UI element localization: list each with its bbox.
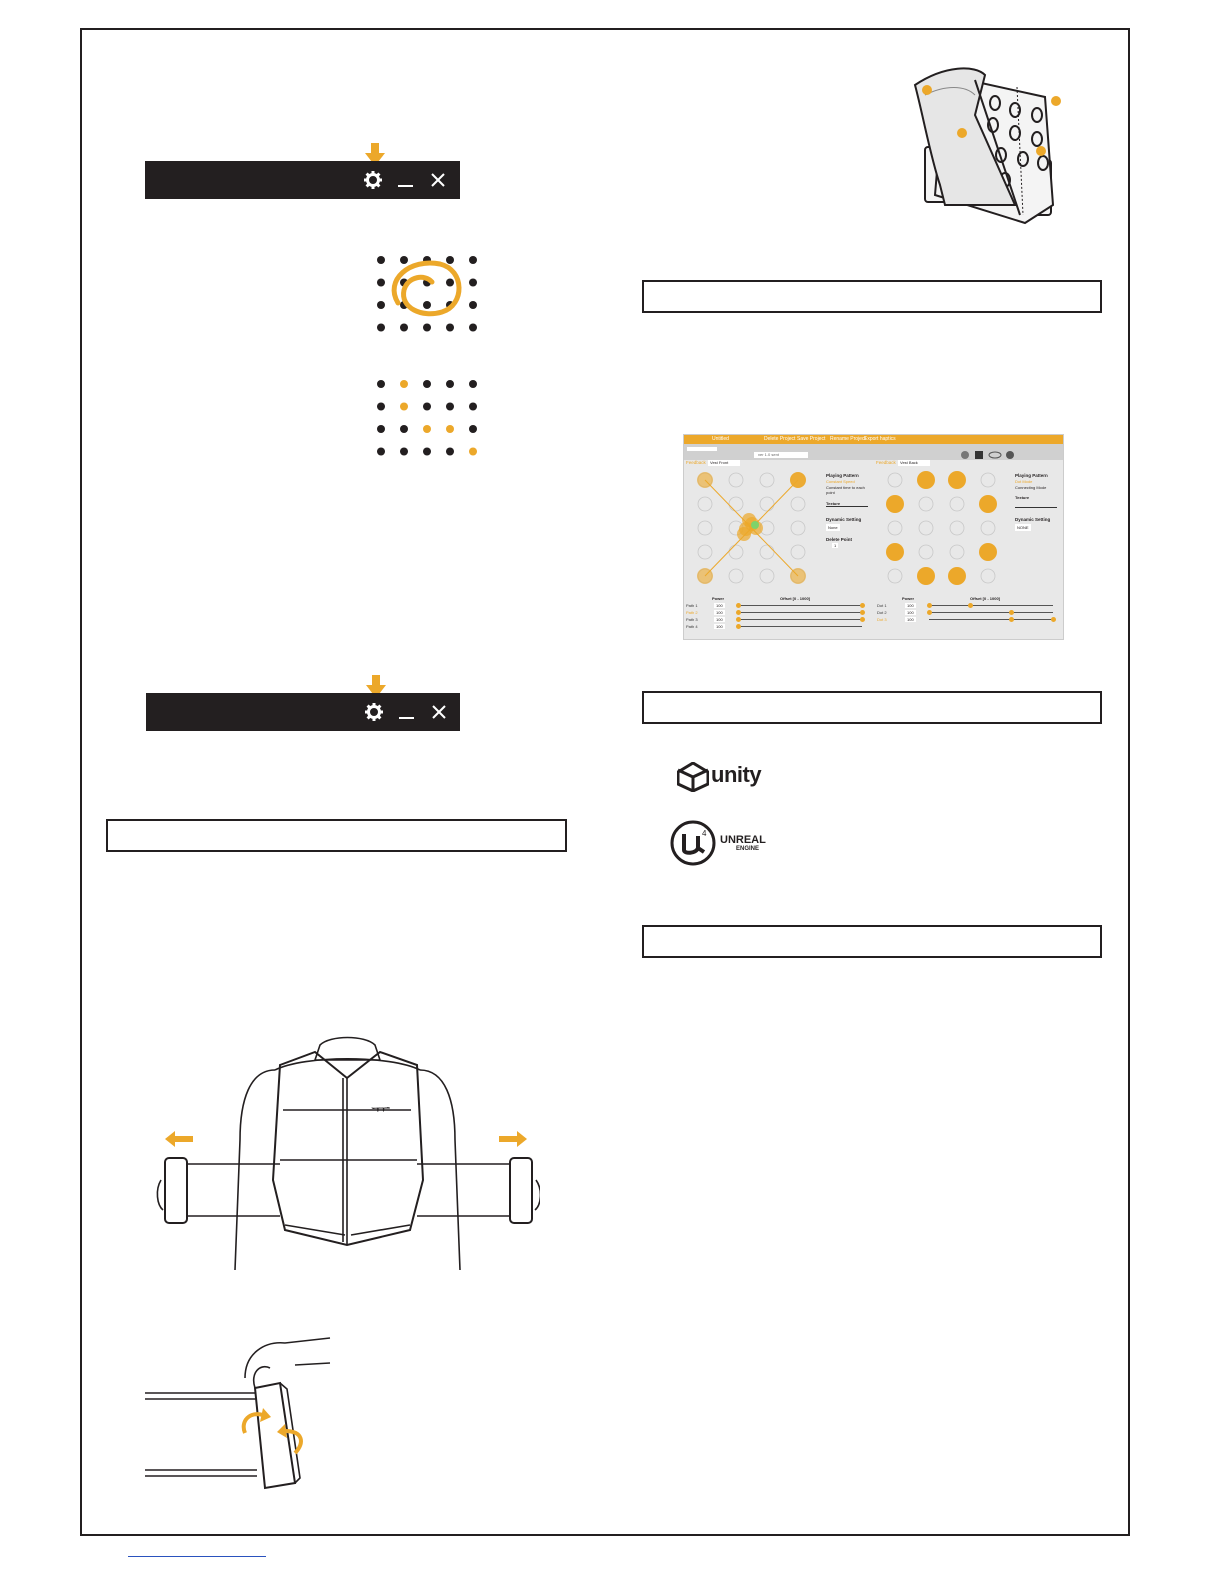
motor-dot[interactable] [979,543,997,561]
slider-knob[interactable] [736,624,741,629]
pattern-dot [400,425,408,433]
pattern-dot [469,256,477,264]
pattern-dot [377,256,385,264]
playing-pattern-title: Playing Pattern [826,473,859,478]
pattern-dot [446,380,454,388]
texture-label: Texture [826,501,841,506]
motor-dot[interactable] [950,497,964,511]
pattern-dot [377,380,385,388]
dynamic-setting-select[interactable]: NONE [1017,525,1029,530]
slider-knob[interactable] [736,617,741,622]
path-point[interactable] [697,472,713,488]
motor-dot[interactable] [919,521,933,535]
path-row-label: Dot 1 [877,603,887,608]
pattern-dot [423,403,431,411]
pattern-dot [377,448,385,456]
pattern-dot [400,324,408,332]
pattern-dot [469,380,477,388]
texture-label: Texture [1015,495,1030,500]
power-value[interactable]: 100 [907,610,914,615]
motor-dot[interactable] [981,521,995,535]
pattern-dot [446,425,454,433]
slider-knob[interactable] [1009,610,1014,615]
slider-knob[interactable] [860,603,865,608]
svg-text:ᅲ: ᅲ [371,1097,391,1121]
motor-dot[interactable] [886,543,904,561]
motor-dot[interactable] [950,521,964,535]
motor-dot[interactable] [979,495,997,513]
path-row-label: Path 2 [686,610,698,615]
menu-save-project[interactable]: Save Project [797,436,826,442]
dynamic-setting-select[interactable]: None [828,525,838,530]
haptic-editor-screenshot [683,434,1064,640]
motor-dot[interactable] [791,521,805,535]
minimize-icon[interactable] [399,717,414,719]
offset-column-header: Offset [0 - 1000] [780,596,811,601]
pattern-dot [469,448,477,456]
window-title-bar [145,161,460,199]
left-dot-grid[interactable] [689,468,814,588]
pattern-dot [377,324,385,332]
pattern-dot [469,279,477,287]
motor-dot[interactable] [729,497,743,511]
motor-dot[interactable] [760,497,774,511]
close-icon[interactable] [431,173,445,187]
unreal-wordmark-line1: UNREAL [720,834,766,846]
arrow-left-icon [165,1131,193,1147]
power-value[interactable]: 100 [716,617,723,622]
slider-knob[interactable] [736,610,741,615]
path-row-label: Path 4 [686,624,698,629]
dot-mode-pattern [370,374,485,459]
power-column-header: Power [712,596,725,601]
motor-dot[interactable] [698,497,712,511]
option-constant-speed[interactable]: Constant Speed [826,479,855,484]
path-row-label: Path 1 [686,603,698,608]
motor-dot[interactable] [948,471,966,489]
unreal-engine-logo [664,812,774,876]
pattern-dot [469,425,477,433]
option-constant-time[interactable]: Constant time to each point [826,485,865,495]
pattern-dot [423,380,431,388]
motor-dot[interactable] [729,545,743,559]
pattern-dot [446,256,454,264]
cursor-point[interactable] [751,521,759,529]
path-row-label: Dot 3 [877,617,887,622]
motor-dot[interactable] [917,471,935,489]
minimize-icon[interactable] [398,185,413,187]
pattern-dot [469,403,477,411]
path-point[interactable] [790,568,806,584]
delete-point-label: Delete Point [826,537,853,542]
option-connecting-mode[interactable]: Connecting Mode [1015,485,1047,490]
motor-dot[interactable] [888,521,902,535]
motor-dot[interactable] [698,521,712,535]
dynamic-setting-label: Dynamic Setting [1015,517,1051,522]
motor-dot[interactable] [981,473,995,487]
page-frame [80,28,1130,1536]
motor-dot[interactable] [729,473,743,487]
pattern-dot [400,448,408,456]
vest-wearer-illustration [155,1030,540,1275]
power-value[interactable]: 100 [907,617,914,622]
tab-feedback-left[interactable]: Feedback [686,460,706,465]
unreal-version-badge: 4 [702,829,707,838]
motor-dot[interactable] [729,569,743,583]
pattern-dot [377,279,385,287]
pattern-dot [446,403,454,411]
texture-slider[interactable] [826,506,868,507]
pattern-dot [446,448,454,456]
playing-pattern-title: Playing Pattern [1015,473,1048,478]
device-select-right[interactable]: Vest Back [898,460,930,466]
pattern-dot [377,425,385,433]
pattern-dot [423,448,431,456]
pattern-dot [377,403,385,411]
section-header-box [642,691,1102,724]
unity-logo [641,740,791,812]
offset-slider[interactable] [738,619,862,620]
vest-back-panel-illustration [905,55,1070,230]
tab-feedback-right[interactable]: Feedback [876,460,896,465]
motor-dot[interactable] [919,497,933,511]
power-value[interactable]: 100 [716,624,723,629]
section-header-box [642,925,1102,958]
motor-dot[interactable] [760,473,774,487]
toolbar [684,444,1063,460]
gear-icon[interactable] [363,170,383,190]
path-row-label: Dot 2 [877,610,887,615]
motor-dot[interactable] [760,545,774,559]
motor-dot[interactable] [981,569,995,583]
motor-dot[interactable] [791,545,805,559]
slider-knob[interactable] [968,603,973,608]
project-name: Untitled [712,436,729,442]
pattern-dot [469,324,477,332]
motor-dot[interactable] [698,545,712,559]
section-header-box [642,280,1102,313]
menu-bar [684,435,1063,444]
offset-slider[interactable] [929,612,1053,613]
offset-column-header: Offset [0 - 1000] [970,596,1001,601]
offset-slider[interactable] [929,619,1053,620]
motor-dot[interactable] [791,497,805,511]
device-select-left[interactable]: Vest Front [708,460,740,466]
power-value[interactable]: 100 [907,603,914,608]
motor-dot[interactable] [888,569,902,583]
unreal-badge-icon [670,820,716,866]
version-field[interactable]: ver 1.0 sent [754,452,808,458]
slider-knob[interactable] [1009,617,1014,622]
pattern-dot [446,279,454,287]
window-title-bar [146,693,460,731]
slider-knob[interactable] [1051,617,1056,622]
menu-delete-project[interactable]: Delete Project [764,436,796,442]
path-point[interactable] [790,472,806,488]
motor-dot[interactable] [950,545,964,559]
pattern-dot [400,403,408,411]
path-point[interactable] [697,568,713,584]
option-dot-mode[interactable]: Dot Mode [1015,479,1033,484]
device-icons[interactable] [960,447,1020,457]
slider-knob[interactable] [860,610,865,615]
pattern-dot [423,324,431,332]
pattern-dot [400,256,408,264]
power-value[interactable]: 100 [716,610,723,615]
pattern-dot [377,301,385,309]
offset-slider[interactable] [738,612,862,613]
pattern-dot [469,301,477,309]
arrow-right-icon [499,1131,527,1147]
path-point[interactable] [737,527,751,541]
motor-dot[interactable] [886,495,904,513]
slider-knob[interactable] [927,603,932,608]
unreal-wordmark-line2: ENGINE [736,846,760,852]
pattern-dot [446,324,454,332]
footer-link-underline [128,1556,266,1557]
pattern-dot [423,301,431,309]
close-icon[interactable] [432,705,446,719]
unity-cube-icon [677,762,709,792]
texture-slider[interactable] [1015,507,1057,508]
motor-dot[interactable] [888,473,902,487]
right-dot-grid[interactable] [879,468,1004,588]
motor-dot[interactable] [948,567,966,585]
offset-slider[interactable] [738,626,862,627]
menu-rename-project[interactable]: Rename Project [830,436,866,442]
power-value[interactable]: 100 [716,603,723,608]
dynamic-setting-label: Dynamic Setting [826,517,862,522]
motor-dot[interactable] [917,567,935,585]
motor-dot[interactable] [919,545,933,559]
slider-knob[interactable] [927,610,932,615]
gear-icon[interactable] [364,702,384,722]
offset-slider[interactable] [738,605,862,606]
strap-fold-illustration [145,1333,335,1493]
slider-knob[interactable] [736,603,741,608]
pattern-dot [423,425,431,433]
unity-wordmark: unity [711,762,762,787]
section-header-box [106,819,567,852]
slider-knob[interactable] [860,617,865,622]
pattern-dot [400,380,408,388]
power-column-header: Power [902,596,915,601]
delete-point-index[interactable]: 1 [834,543,837,548]
motor-dot[interactable] [760,569,774,583]
menu-export-haptics[interactable]: Export haptics [864,436,896,442]
path-row-label: Path 3 [686,617,698,622]
offset-slider[interactable] [929,605,1053,606]
circular-path-dot-pattern [370,250,485,335]
